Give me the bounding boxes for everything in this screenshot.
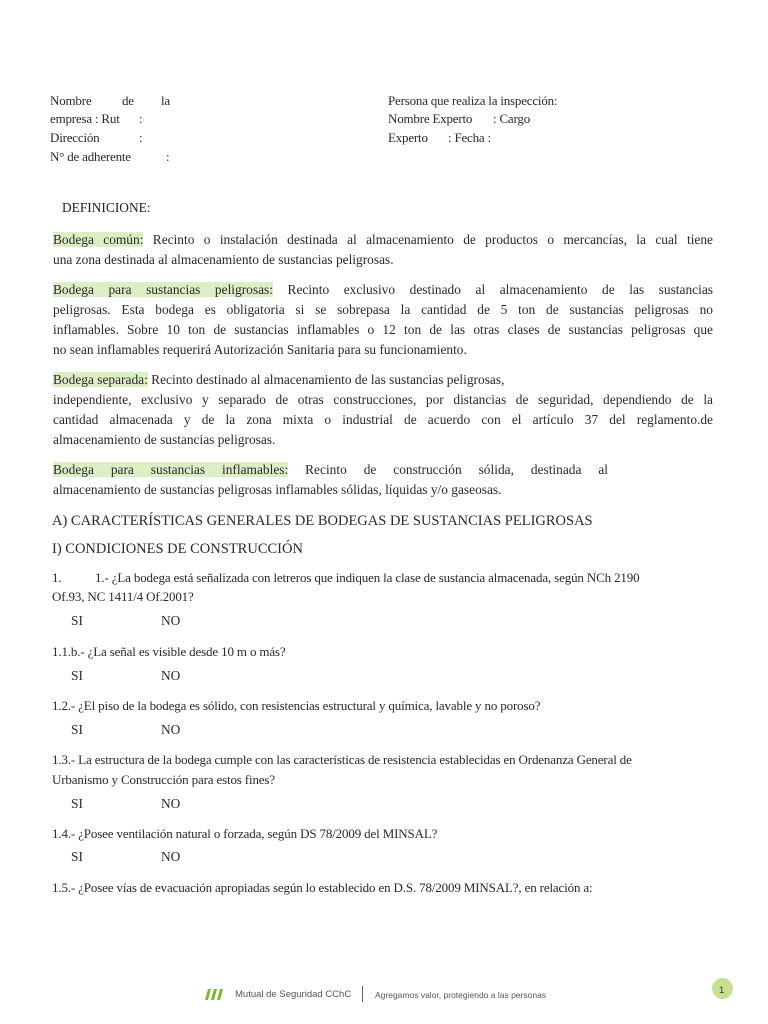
footer-brand: Mutual de Seguridad CChC bbox=[235, 989, 352, 1000]
definition-bodega-inflamables: Bodega para sustancias inflamables: Recinto de construcción sólida, destinada al almacenamiento de sustancias peligrosas inflamables sólidas, líquidas y/o gaseosas. bbox=[53, 462, 608, 497]
header-colon: : bbox=[139, 130, 143, 145]
mutual-logo-icon bbox=[204, 987, 224, 1006]
answer-si[interactable]: SI bbox=[71, 668, 83, 683]
answer-no[interactable]: NO bbox=[161, 796, 181, 811]
footer-divider bbox=[362, 986, 363, 1002]
header-label-experto: Experto bbox=[388, 130, 428, 145]
definition-term: Bodega común: bbox=[53, 232, 144, 247]
section-heading-i: I) CONDICIONES DE CONSTRUCCIÓN bbox=[52, 541, 303, 557]
header-colon: : bbox=[139, 111, 143, 126]
page-number: 1 bbox=[719, 985, 725, 996]
header-label-de: de bbox=[122, 93, 134, 108]
header-label-empresa-rut: empresa : Rut bbox=[50, 111, 120, 126]
question-1-text-cont: Of.93, NC 1411/4 Of.2001? bbox=[52, 589, 194, 604]
footer-tagline: Agregamos valor, protegiendo a las personas bbox=[375, 990, 547, 1000]
section-heading-a: A) CARACTERÍSTICAS GENERALES DE BODEGAS DE SUSTANCIAS PELIGROSAS bbox=[52, 513, 593, 529]
definition-term: Bodega para sustancias peligrosas: bbox=[53, 282, 273, 297]
question-1-4: 1.4.- ¿Posee ventilación natural o forzada, según DS 78/2009 del MINSAL? bbox=[52, 826, 438, 841]
answer-si[interactable]: SI bbox=[71, 849, 83, 864]
definitions-title: DEFINICIONE: bbox=[62, 200, 151, 215]
answer-no[interactable]: NO bbox=[161, 849, 181, 864]
question-1-3: 1.3.- La estructura de la bodega cumple con las características de resistencia establecidas en Ordenanza General de bbox=[52, 752, 632, 767]
answer-no[interactable]: NO bbox=[161, 722, 181, 737]
header-colon: : bbox=[166, 149, 170, 164]
header-label-la: la bbox=[161, 93, 170, 108]
header-label-nombre: Nombre bbox=[50, 93, 92, 108]
definition-term: Bodega para sustancias inflamables: bbox=[53, 462, 289, 477]
header-label-persona: Persona que realiza la inspección: bbox=[388, 93, 558, 108]
header-label-fecha: : Fecha : bbox=[448, 130, 491, 145]
answer-si[interactable]: SI bbox=[71, 613, 83, 628]
definition-term: Bodega separada: bbox=[53, 372, 148, 387]
definition-bodega-peligrosas: Bodega para sustancias peligrosas: Recinto exclusivo destinado al almacenamiento de las sustancias peligrosas. Esta bodega es obligatoria si se sobrepasa la cantidad de 5 ton de sustancias peligrosas no inflamables. Sobre 10 ton de sustancias inflamables o 12 ton de las otras clases de sustancias peligrosas que no sean inflamables requerirá Autorización Sanitaria para su funcionamiento. bbox=[53, 282, 713, 357]
answer-si[interactable]: SI bbox=[71, 722, 83, 737]
answer-no[interactable]: NO bbox=[161, 668, 181, 683]
question-1-2: 1.2.- ¿El piso de la bodega es sólido, con resistencias estructural y química, lavable y no poroso? bbox=[52, 698, 541, 713]
answer-no[interactable]: NO bbox=[161, 613, 181, 628]
answer-si[interactable]: SI bbox=[71, 796, 83, 811]
question-1-3-cont: Urbanismo y Construcción para estos fines? bbox=[52, 772, 275, 787]
definition-bodega-comun: Bodega común: Recinto o instalación destinada al almacenamiento de productos o mercancías, la cual tiene una zona destinada al almacenamiento de sustancias peligrosas. bbox=[53, 232, 713, 267]
header-label-direccion: Dirección bbox=[50, 130, 100, 145]
header-label-cargo: : Cargo bbox=[493, 111, 530, 126]
header-label-nombre-experto: Nombre Experto bbox=[388, 111, 473, 126]
question-1-text: 1.- ¿La bodega está señalizada con letreros que indiquen la clase de sustancia almacenada, según NCh 2190 bbox=[95, 570, 640, 585]
question-1-5: 1.5.- ¿Posee vías de evacuación apropiadas según lo establecido en D.S. 78/2009 MINSAL?, en relación a: bbox=[52, 880, 593, 895]
header-label-adherente: N° de adherente bbox=[50, 149, 131, 164]
question-1-number: 1. bbox=[52, 570, 62, 585]
definition-bodega-separada: Bodega separada: Recinto destinado al almacenamiento de las sustancias peligrosas, independiente, exclusivo y separado de otras construcciones, por distancias de seguridad, dependiendo de la cantidad almacenada y de la zona mixta o industrial de acuerdo con el artículo 37 del reglamento.de almacenamiento de sustancias peligrosas. bbox=[53, 372, 713, 447]
question-1-1b: 1.1.b.- ¿La señal es visible desde 10 m o más? bbox=[52, 644, 286, 659]
